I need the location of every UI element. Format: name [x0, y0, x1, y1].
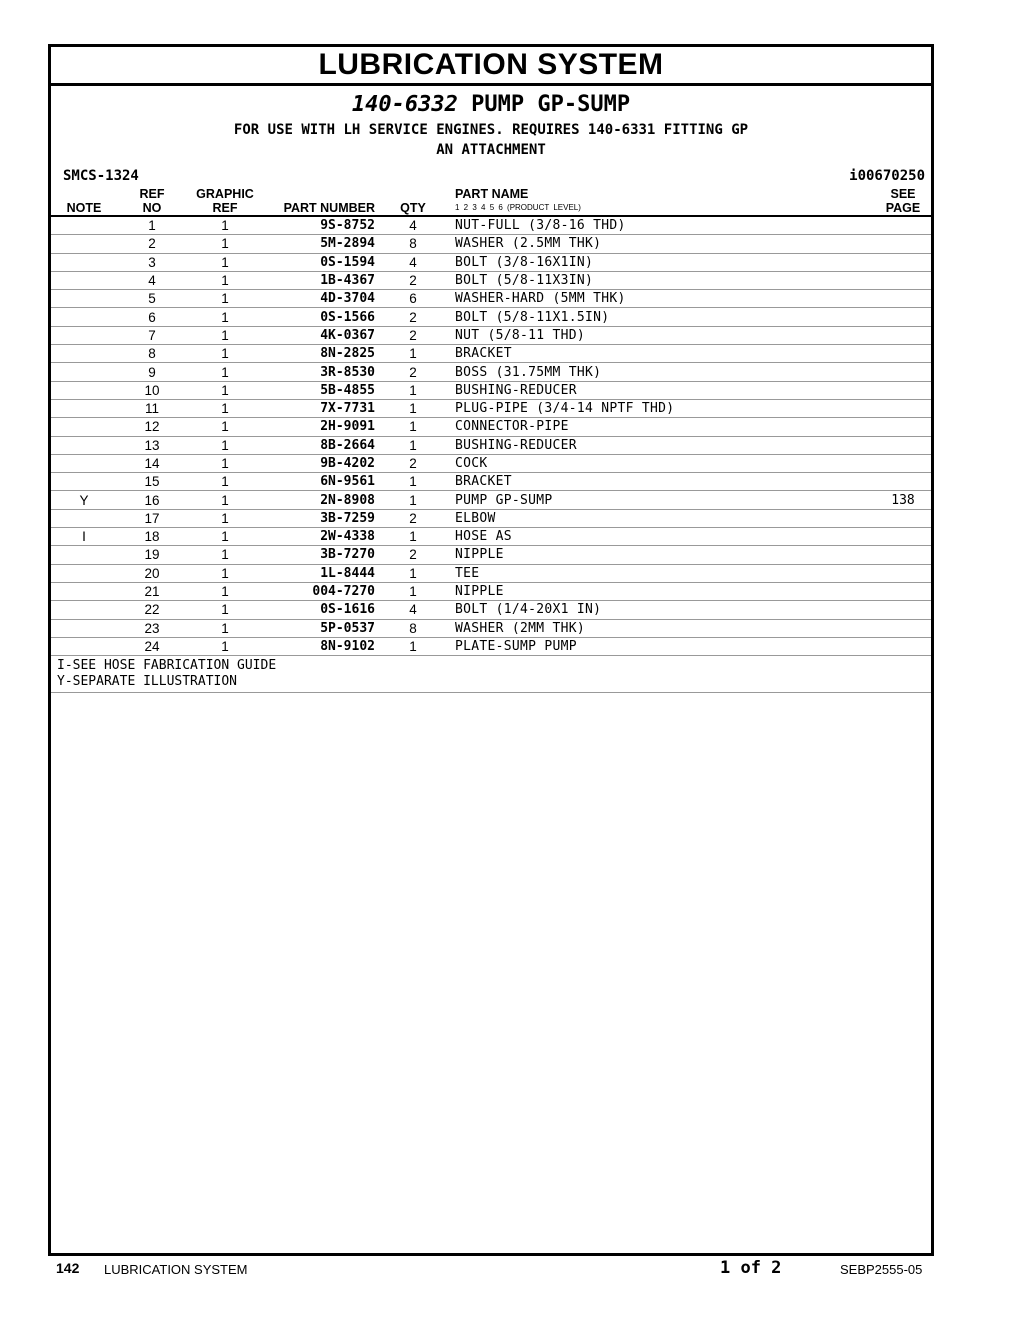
ref-no-cell: 2 [117, 235, 187, 253]
ref-no-cell: 22 [117, 601, 187, 619]
see-page-cell [875, 381, 931, 399]
table-row [51, 509, 931, 527]
note-cell [51, 253, 117, 271]
table-row [51, 528, 931, 546]
col-part-number: PART NUMBER [263, 186, 383, 216]
table-row [51, 290, 931, 308]
page-number: 142 [56, 1260, 80, 1276]
table-row [51, 418, 931, 436]
part-number-cell: 3R-8530 [263, 363, 383, 381]
part-name-cell: PUMP GP-SUMP [443, 491, 875, 509]
ref-no-cell: 15 [117, 473, 187, 491]
see-page-cell [875, 582, 931, 600]
group-header [51, 86, 931, 160]
col-qty: QTY [383, 186, 443, 216]
part-name-cell: BOLT (3/8-16X1IN) [443, 253, 875, 271]
qty-cell: 6 [383, 290, 443, 308]
qty-cell: 1 [383, 528, 443, 546]
ref-no-cell: 16 [117, 491, 187, 509]
note-cell [51, 582, 117, 600]
part-number-cell: 2H-9091 [263, 418, 383, 436]
note-cell [51, 235, 117, 253]
qty-cell: 4 [383, 601, 443, 619]
part-number-cell: 8N-2825 [263, 345, 383, 363]
group-description [51, 120, 931, 160]
table-row [51, 381, 931, 399]
table-row [51, 216, 931, 235]
qty-cell: 2 [383, 363, 443, 381]
part-name-cell: BOSS (31.75MM THK) [443, 363, 875, 381]
part-name-cell: BRACKET [443, 473, 875, 491]
illustration-id: i00670250 [849, 168, 925, 184]
see-page-cell [875, 454, 931, 472]
part-name-cell: BOLT (5/8-11X1.5IN) [443, 308, 875, 326]
qty-cell: 2 [383, 271, 443, 289]
graphic-ref-cell: 1 [187, 436, 263, 454]
table-row [51, 546, 931, 564]
part-name-cell: BUSHING-REDUCER [443, 436, 875, 454]
see-page-cell [875, 509, 931, 527]
ref-no-cell: 9 [117, 363, 187, 381]
note-cell [51, 546, 117, 564]
table-row [51, 326, 931, 344]
note-cell: Y [51, 491, 117, 509]
note-cell [51, 601, 117, 619]
ref-no-cell: 6 [117, 308, 187, 326]
qty-cell: 1 [383, 381, 443, 399]
ref-no-cell: 8 [117, 345, 187, 363]
graphic-ref-cell: 1 [187, 290, 263, 308]
ref-no-cell: 7 [117, 326, 187, 344]
note-cell [51, 290, 117, 308]
note-cell [51, 326, 117, 344]
part-number-cell: 2N-8908 [263, 491, 383, 509]
see-page-cell [875, 345, 931, 363]
page-footer [56, 1258, 936, 1282]
note-cell [51, 619, 117, 637]
part-number-cell: 2W-4338 [263, 528, 383, 546]
col-graphic-ref: GRAPHIC REF [187, 186, 263, 216]
qty-cell: 1 [383, 564, 443, 582]
part-name-cell: WASHER-HARD (5MM THK) [443, 290, 875, 308]
smcs-row [51, 166, 931, 186]
see-page-cell [875, 271, 931, 289]
see-page-cell [875, 253, 931, 271]
see-page-cell [875, 601, 931, 619]
graphic-ref-cell: 1 [187, 473, 263, 491]
qty-cell: 2 [383, 308, 443, 326]
note-cell [51, 564, 117, 582]
graphic-ref-cell: 1 [187, 619, 263, 637]
note-cell: I [51, 528, 117, 546]
table-row [51, 564, 931, 582]
graphic-ref-cell: 1 [187, 326, 263, 344]
ref-no-cell: 10 [117, 381, 187, 399]
table-row [51, 363, 931, 381]
part-name-cell: ELBOW [443, 509, 875, 527]
qty-cell: 1 [383, 345, 443, 363]
table-row [51, 473, 931, 491]
graphic-ref-cell: 1 [187, 271, 263, 289]
part-number-cell: 8N-9102 [263, 637, 383, 655]
note-line: Y-SEPARATE ILLUSTRATION [57, 674, 238, 690]
part-number-cell: 0S-1566 [263, 308, 383, 326]
part-name-cell: HOSE AS [443, 528, 875, 546]
qty-cell: 4 [383, 253, 443, 271]
note-cell [51, 216, 117, 235]
ref-no-cell: 3 [117, 253, 187, 271]
note-cell [51, 271, 117, 289]
part-number-cell: 3B-7259 [263, 509, 383, 527]
qty-cell: 1 [383, 418, 443, 436]
part-name-cell: NUT (5/8-11 THD) [443, 326, 875, 344]
part-name-cell: COCK [443, 454, 875, 472]
smcs-code: SMCS-1324 [63, 168, 139, 184]
table-header-row [51, 186, 931, 216]
part-number-cell: 4K-0367 [263, 326, 383, 344]
table-row [51, 253, 931, 271]
graphic-ref-cell: 1 [187, 637, 263, 655]
qty-cell: 1 [383, 399, 443, 417]
table-row [51, 271, 931, 289]
table-row [51, 637, 931, 655]
see-page-cell: 138 [875, 491, 931, 509]
title-bar [51, 47, 931, 86]
graphic-ref-cell: 1 [187, 454, 263, 472]
qty-cell: 8 [383, 619, 443, 637]
qty-cell: 4 [383, 216, 443, 235]
col-part-name: PART NAME 1 2 3 4 5 6 (PRODUCT LEVEL) [443, 186, 875, 216]
qty-cell: 2 [383, 326, 443, 344]
ref-no-cell: 24 [117, 637, 187, 655]
part-number-cell: 5M-2894 [263, 235, 383, 253]
see-page-cell [875, 290, 931, 308]
ref-no-cell: 18 [117, 528, 187, 546]
note-cell [51, 473, 117, 491]
table-row [51, 436, 931, 454]
part-number-cell: 1B-4367 [263, 271, 383, 289]
graphic-ref-cell: 1 [187, 418, 263, 436]
description-line: FOR USE WITH LH SERVICE ENGINES. REQUIRES 140-6331 FITTING GP [233, 122, 749, 138]
qty-cell: 1 [383, 582, 443, 600]
part-name-cell: BRACKET [443, 345, 875, 363]
page-title: LUBRICATION SYSTEM [318, 48, 664, 81]
col-ref-no: REF NO [117, 186, 187, 216]
part-name-cell: NUT-FULL (3/8-16 THD) [443, 216, 875, 235]
table-row [51, 235, 931, 253]
part-number-cell: 1L-8444 [263, 564, 383, 582]
part-name-cell: BOLT (5/8-11X3IN) [443, 271, 875, 289]
graphic-ref-cell: 1 [187, 528, 263, 546]
graphic-ref-cell: 1 [187, 564, 263, 582]
table-row [51, 491, 931, 509]
note-cell [51, 399, 117, 417]
col-note: NOTE [51, 186, 117, 216]
qty-cell: 1 [383, 637, 443, 655]
ref-no-cell: 20 [117, 564, 187, 582]
note-cell [51, 454, 117, 472]
part-name-cell: TEE [443, 564, 875, 582]
part-name-cell: BUSHING-REDUCER [443, 381, 875, 399]
part-name-cell: PLUG-PIPE (3/4-14 NPTF THD) [443, 399, 875, 417]
part-number-cell: 5P-0537 [263, 619, 383, 637]
ref-no-cell: 17 [117, 509, 187, 527]
table-row [51, 454, 931, 472]
part-number-cell: 3B-7270 [263, 546, 383, 564]
part-name-cell: CONNECTOR-PIPE [443, 418, 875, 436]
part-number-cell: 0S-1594 [263, 253, 383, 271]
part-number-cell: 9B-4202 [263, 454, 383, 472]
graphic-ref-cell: 1 [187, 253, 263, 271]
table-row [51, 619, 931, 637]
see-page-cell [875, 216, 931, 235]
graphic-ref-cell: 1 [187, 399, 263, 417]
see-page-cell [875, 564, 931, 582]
product-levels: 1 2 3 4 5 6 (PRODUCT LEVEL) [455, 203, 581, 212]
note-cell [51, 418, 117, 436]
group-title [51, 92, 931, 117]
part-name-cell: PLATE-SUMP PUMP [443, 637, 875, 655]
graphic-ref-cell: 1 [187, 381, 263, 399]
qty-cell: 1 [383, 473, 443, 491]
ref-no-cell: 4 [117, 271, 187, 289]
qty-cell: 2 [383, 509, 443, 527]
see-page-cell [875, 546, 931, 564]
table-row [51, 399, 931, 417]
graphic-ref-cell: 1 [187, 216, 263, 235]
graphic-ref-cell: 1 [187, 582, 263, 600]
parts-body [51, 216, 931, 656]
qty-cell: 8 [383, 235, 443, 253]
notes-legend [51, 656, 931, 693]
qty-cell: 1 [383, 436, 443, 454]
part-name-cell: BOLT (1/4-20X1 IN) [443, 601, 875, 619]
note-cell [51, 308, 117, 326]
note-line: I-SEE HOSE FABRICATION GUIDE [57, 658, 277, 674]
see-page-cell [875, 528, 931, 546]
see-page-cell [875, 326, 931, 344]
see-page-cell [875, 363, 931, 381]
graphic-ref-cell: 1 [187, 601, 263, 619]
ref-no-cell: 23 [117, 619, 187, 637]
document-id: SEBP2555-05 [840, 1262, 923, 1277]
part-number-cell: 6N-9561 [263, 473, 383, 491]
ref-no-cell: 11 [117, 399, 187, 417]
see-page-cell [875, 308, 931, 326]
part-number-cell: 9S-8752 [263, 216, 383, 235]
ref-no-cell: 19 [117, 546, 187, 564]
part-name-cell: NIPPLE [443, 582, 875, 600]
see-page-cell [875, 235, 931, 253]
part-name-cell: NIPPLE [443, 546, 875, 564]
part-name-cell: WASHER (2MM THK) [443, 619, 875, 637]
ref-no-cell: 21 [117, 582, 187, 600]
group-number: 140-6332 [351, 92, 458, 117]
part-number-cell: 0S-1616 [263, 601, 383, 619]
see-page-cell [875, 399, 931, 417]
ref-no-cell: 13 [117, 436, 187, 454]
description-line: AN ATTACHMENT [436, 142, 546, 158]
part-number-cell: 4D-3704 [263, 290, 383, 308]
part-number-cell: 8B-2664 [263, 436, 383, 454]
graphic-ref-cell: 1 [187, 235, 263, 253]
note-cell [51, 509, 117, 527]
graphic-ref-cell: 1 [187, 509, 263, 527]
graphic-ref-cell: 1 [187, 345, 263, 363]
graphic-ref-cell: 1 [187, 308, 263, 326]
table-row [51, 345, 931, 363]
see-page-cell [875, 436, 931, 454]
group-name: PUMP GP-SUMP [471, 92, 631, 117]
table-row [51, 308, 931, 326]
note-cell [51, 345, 117, 363]
see-page-cell [875, 473, 931, 491]
note-cell [51, 637, 117, 655]
ref-no-cell: 1 [117, 216, 187, 235]
graphic-ref-cell: 1 [187, 546, 263, 564]
parts-table [51, 186, 931, 656]
qty-cell: 1 [383, 491, 443, 509]
table-row [51, 582, 931, 600]
graphic-ref-cell: 1 [187, 363, 263, 381]
col-see-page: SEE PAGE [875, 186, 931, 216]
footer-section: LUBRICATION SYSTEM [104, 1262, 248, 1277]
qty-cell: 2 [383, 454, 443, 472]
part-number-cell: 5B-4855 [263, 381, 383, 399]
note-cell [51, 381, 117, 399]
ref-no-cell: 12 [117, 418, 187, 436]
ref-no-cell: 5 [117, 290, 187, 308]
part-name-cell: WASHER (2.5MM THK) [443, 235, 875, 253]
see-page-cell [875, 619, 931, 637]
see-page-cell [875, 418, 931, 436]
parts-page-frame [48, 44, 934, 1256]
note-cell [51, 436, 117, 454]
table-row [51, 601, 931, 619]
graphic-ref-cell: 1 [187, 491, 263, 509]
note-cell [51, 363, 117, 381]
qty-cell: 2 [383, 546, 443, 564]
see-page-cell [875, 637, 931, 655]
sheet-indicator: 1 of 2 [720, 1258, 782, 1278]
part-number-cell: 7X-7731 [263, 399, 383, 417]
part-number-cell: 004-7270 [263, 582, 383, 600]
ref-no-cell: 14 [117, 454, 187, 472]
